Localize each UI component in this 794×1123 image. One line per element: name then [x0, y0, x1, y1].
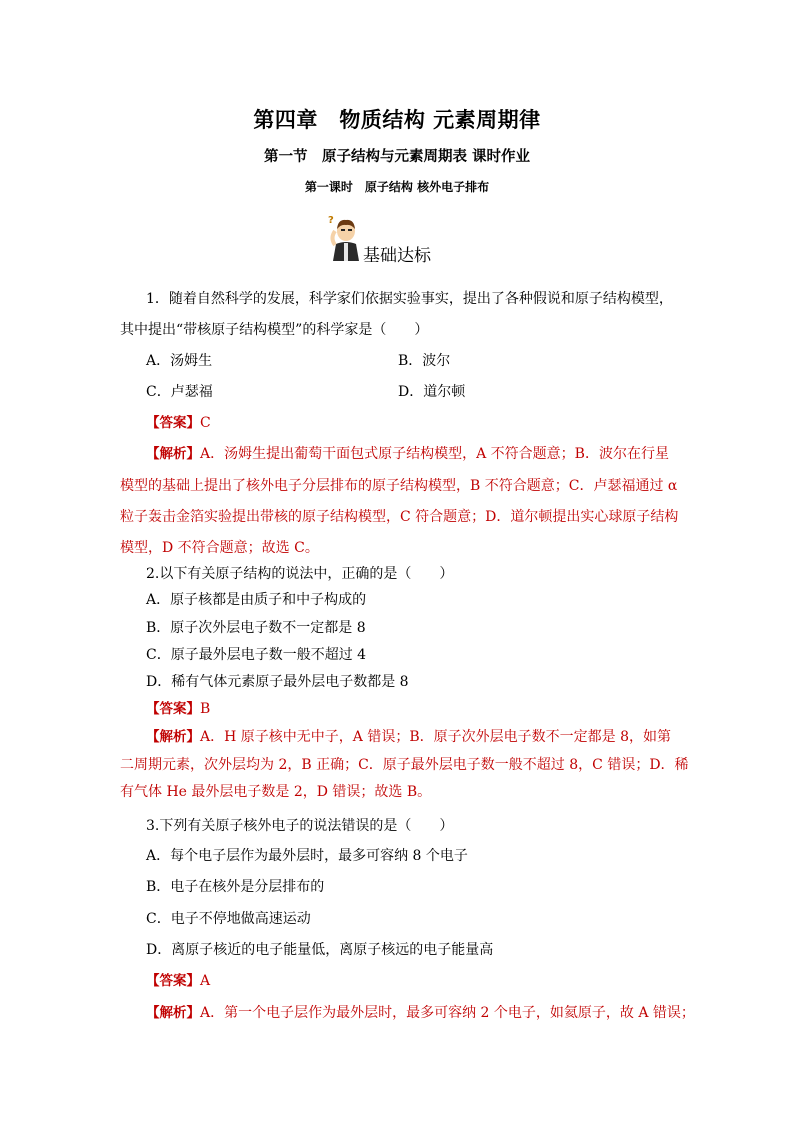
q1-answer	[146, 413, 211, 433]
q2-analysis-line-2: 二周期元素，次外层均为 2，B 正确；C．原子最外层电子数一般不超过 8，C 错误；D．稀	[120, 757, 689, 773]
q3-analysis-line-1	[146, 1003, 695, 1023]
analysis-tag: 【解析】	[146, 446, 200, 462]
analysis-tag: 【解析】	[146, 1005, 200, 1021]
q2-analysis-line-3: 有气体 He 最外层电子数是 2，D 错误；故选 B。	[120, 784, 432, 800]
q1-option-c: C．卢瑟福	[146, 384, 213, 400]
q1-analysis-line-4: 模型，D 不符合题意；故选 C。	[120, 540, 319, 556]
q1-option-b: B．波尔	[398, 353, 451, 369]
q3-stem: 3.下列有关原子核外电子的说法错误的是（ ）	[146, 818, 454, 834]
chapter-title: 第四章 物质结构 元素周期律	[253, 108, 541, 132]
q1-analysis-line-2: 模型的基础上提出了核外电子分层排布的原子结构模型，B 不符合题意；C．卢瑟福通过 α	[120, 478, 678, 494]
q3-option-a: A．每个电子层作为最外层时，最多可容纳 8 个电子	[146, 848, 468, 864]
answer-value: C	[200, 415, 211, 431]
analysis-text: A．第一个电子层作为最外层时，最多可容纳 2 个电子，如氦原子，故 A 错误；	[200, 1005, 695, 1021]
q1-stem-line-2: 其中提出“带核原子结构模型”的科学家是（ ）	[120, 322, 429, 338]
analysis-text: A．汤姆生提出葡萄干面包式原子结构模型，A 不符合题意；B．波尔在行星	[200, 446, 669, 462]
thinking-student-icon	[326, 214, 366, 262]
analysis-text: A．H 原子核中无中子，A 错误；B．原子次外层电子数不一定都是 8，如第	[200, 729, 671, 745]
q2-answer	[146, 699, 210, 719]
q3-answer	[146, 971, 210, 991]
q1-analysis-line-3: 粒子轰击金箔实验提出带核的原子结构模型，C 符合题意；D．道尔顿提出实心球原子结构	[120, 509, 679, 525]
section-badge-label: 基础达标	[363, 246, 431, 266]
q1-analysis-line-1	[146, 444, 669, 464]
answer-tag: 【答案】	[146, 415, 200, 431]
answer-tag: 【答案】	[146, 973, 200, 989]
q1-option-d: D．道尔顿	[398, 384, 466, 400]
svg-text:?: ?	[328, 215, 334, 226]
q1-option-a: A．汤姆生	[146, 353, 213, 369]
q2-option-a: A．原子核都是由质子和中子构成的	[146, 592, 367, 608]
lesson-title: 第一课时 原子结构 核外电子排布	[304, 180, 490, 194]
q1-stem-line-1: 1．随着自然科学的发展，科学家们依据实验事实，提出了各种假说和原子结构模型，	[146, 291, 673, 307]
analysis-tag: 【解析】	[146, 729, 200, 745]
q2-stem: 2.以下有关原子结构的说法中，正确的是（ ）	[146, 566, 454, 582]
q2-option-b: B．原子次外层电子数不一定都是 8	[146, 620, 366, 636]
q2-analysis-line-1	[146, 727, 671, 747]
answer-value: B	[200, 701, 211, 717]
q3-option-b: B．电子在核外是分层排布的	[146, 879, 325, 895]
q2-option-c: C．原子最外层电子数一般不超过 4	[146, 647, 367, 663]
q3-option-c: C．电子不停地做高速运动	[146, 911, 311, 927]
answer-tag: 【答案】	[146, 701, 200, 717]
answer-value: A	[200, 973, 211, 989]
section-title: 第一节 原子结构与元素周期表 课时作业	[263, 149, 531, 165]
q2-option-d: D．稀有气体元素原子最外层电子数都是 8	[146, 674, 409, 690]
q3-option-d: D．离原子核近的电子能量低，离原子核远的电子能量高	[146, 942, 494, 958]
